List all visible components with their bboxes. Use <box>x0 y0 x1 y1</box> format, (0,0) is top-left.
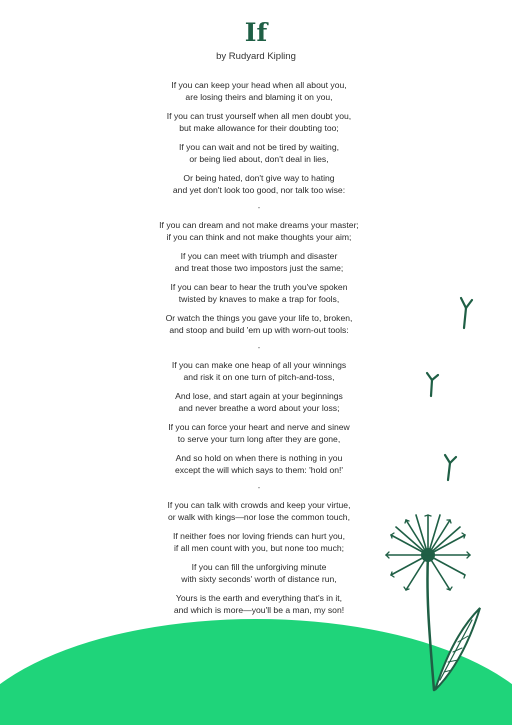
poem-line: Or watch the things you gave your life to, broken, <box>165 313 353 323</box>
stanza <box>66 220 452 243</box>
stanza <box>66 562 452 585</box>
poem-line: If you can dream and not make dreams your master; <box>159 220 359 230</box>
poem-line: If you can meet with triumph and disaster <box>180 251 338 261</box>
poem-line: with sixty seconds' worth of distance run, <box>181 573 337 584</box>
stanza <box>66 391 452 414</box>
poem-line: If you can make one heap of all your winnings <box>171 360 347 370</box>
poem-line: and never breathe a word about your loss; <box>178 402 340 413</box>
poem-line: If you can trust yourself when all men doubt you, <box>166 111 352 121</box>
poem-line: if you can think and not make thoughts your aim; <box>166 231 352 242</box>
poem-line: if all men count with you, but none too much; <box>173 542 345 553</box>
poem-line: And so hold on when there is nothing in you <box>175 453 343 463</box>
poem-line: or being lied about, don't deal in lies, <box>189 153 329 164</box>
poem-line: If you can fill the unforgiving minute <box>191 562 327 572</box>
poem-line: If you can talk with crowds and keep your virtue, <box>167 500 351 510</box>
poem-line: If you can wait and not be tired by waiting, <box>178 142 340 152</box>
stanza <box>66 422 452 445</box>
stanza <box>66 142 452 165</box>
poem-line: and which is more—you'll be a man, my son! <box>173 604 345 615</box>
poem-line: If neither foes nor loving friends can hurt you, <box>173 531 345 541</box>
section-separator: - <box>257 483 261 492</box>
section-separator: - <box>257 203 261 212</box>
poem-author: by Rudyard Kipling <box>216 51 296 62</box>
poem-line: And lose, and start again at your beginnings <box>175 391 343 401</box>
poem-line: and risk it on one turn of pitch-and-toss, <box>183 371 335 382</box>
stanza <box>66 111 452 134</box>
stanza <box>66 80 452 103</box>
poem-line: but make allowance for their doubting too; <box>179 122 339 133</box>
poem-line: to serve your turn long after they are gone, <box>177 433 341 444</box>
stanza <box>66 313 452 336</box>
stanza <box>66 531 452 554</box>
poem-line: except the will which says to them: 'hold on!' <box>174 464 344 475</box>
stanza <box>66 360 452 383</box>
stanza <box>66 500 452 523</box>
poem-line: If you can keep your head when all about you, <box>171 80 347 90</box>
poem-line: Or being hated, don't give way to hating <box>183 173 335 183</box>
stanza <box>66 251 452 274</box>
stanza <box>66 453 452 476</box>
poem-line: twisted by knaves to make a trap for fools, <box>178 293 340 304</box>
poem-line: Yours is the earth and everything that's in it, <box>175 593 343 603</box>
section-separator: - <box>257 343 261 352</box>
stanza <box>66 282 452 305</box>
poem-line: and stoop and build 'em up with worn-out tools: <box>169 324 349 335</box>
poem-line: If you can force your heart and nerve and sinew <box>168 422 350 432</box>
poem-body <box>66 80 452 624</box>
poem-line: or walk with kings—nor lose the common touch, <box>168 511 350 522</box>
stanza <box>66 593 452 616</box>
stanza <box>66 173 452 196</box>
dandelion-seed-icon <box>461 298 472 328</box>
poem-line: and yet don't look too good, nor talk too wise: <box>172 184 346 195</box>
poem-title: If <box>244 18 268 47</box>
poem-line: are losing theirs and blaming it on you, <box>185 91 333 102</box>
poem-line: If you can bear to hear the truth you've spoken <box>170 282 348 292</box>
poem-line: and treat those two impostors just the same; <box>174 262 344 273</box>
